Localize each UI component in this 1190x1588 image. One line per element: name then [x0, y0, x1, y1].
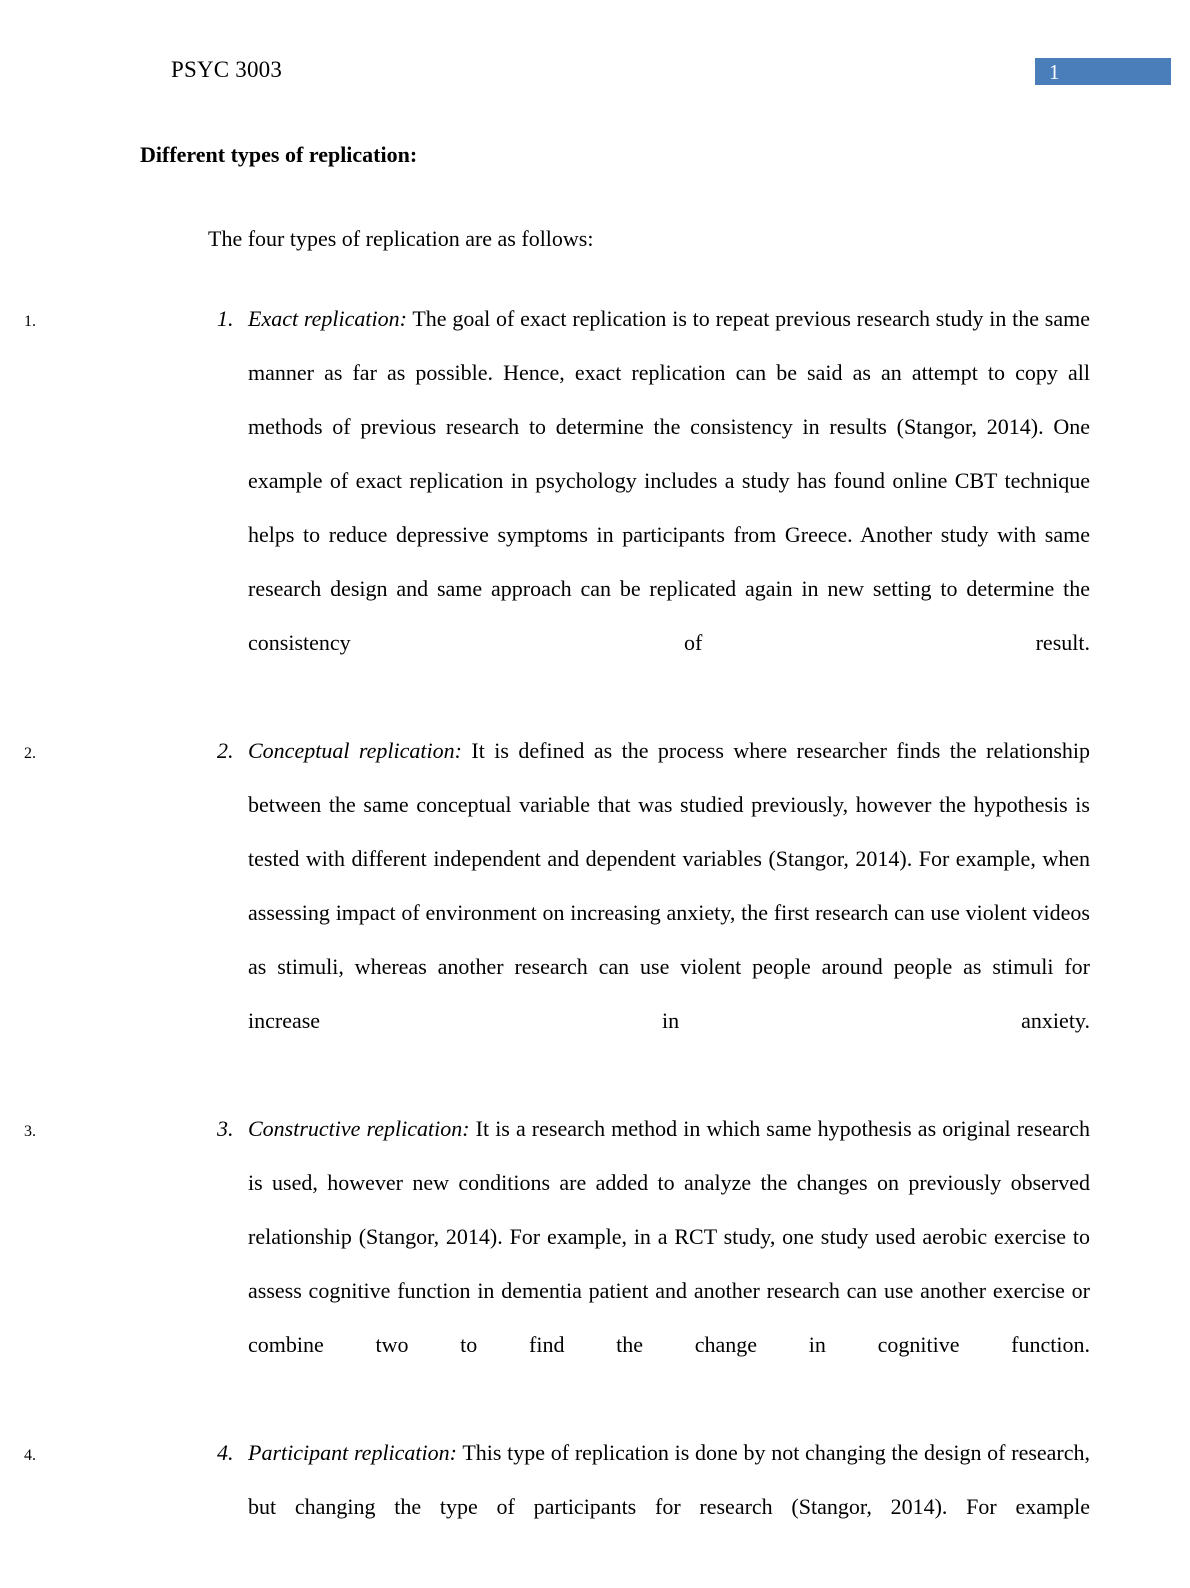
- list-item-text: [248, 292, 1090, 724]
- list-item-term: Participant replication:: [248, 1440, 457, 1465]
- section-heading: Different types of replication:: [140, 142, 418, 167]
- page-number-value: 1: [1049, 60, 1060, 84]
- list-item-marker: 3. 3.: [217, 1116, 234, 1141]
- list-item-marker: 2. 2.: [217, 738, 234, 763]
- list-item-term: Exact replication:: [248, 306, 407, 331]
- replication-types-list: [0, 292, 1190, 1588]
- list-item-body: The goal of exact replication is to repeat previous research study in the same manner as far as possible. Hence, exact replication can be said as an attempt to copy all methods of previous research to determine the consistency in results (Stangor, 2014). One example of exact replication in psychology includes a study has found online CBT technique helps to reduce depressive symptoms in participants from Greece. Another study with same research design and same approach can be replicated again in new setting to determine the consistency of result.: [248, 306, 1090, 655]
- list-item-body: It is defined as the process where researcher finds the relationship between the same conceptual variable that was studied previously, however the hypothesis is tested with different independent and dependent variables (Stangor, 2014). For example, when assessing impact of environment on increasing anxiety, the first research can use violent videos as stimuli, whereas another research can use violent people around people as stimuli for increase in anxiety.: [248, 738, 1090, 1033]
- list-item-term: Conceptual replication:: [248, 738, 462, 763]
- intro-paragraph: The four types of replication are as follows:: [208, 226, 594, 251]
- list-item: [40, 724, 1190, 1102]
- list-item-text: [248, 724, 1090, 1102]
- list-item-text: [248, 1102, 1090, 1426]
- list-item-marker: 1. 1.: [217, 306, 234, 331]
- list-item: [40, 292, 1190, 724]
- list-item-body: It is a research method in which same hypothesis as original research is used, however new conditions are added to analyze the changes on previously observed relationship (Stangor, 2014). For example, in a RCT study, one study used aerobic exercise to assess cognitive function in dementia patient and another research can use another exercise or combine two to find the change in cognitive function.: [248, 1116, 1091, 1357]
- page-number-badge: [1035, 58, 1171, 85]
- page-header: [0, 0, 1190, 110]
- list-item-marker: 4. 4.: [217, 1440, 234, 1465]
- list-item-text: [248, 1426, 1090, 1588]
- list-item-term: Constructive replication:: [248, 1116, 470, 1141]
- header-course-code: PSYC 3003: [171, 57, 283, 82]
- list-item: [40, 1426, 1190, 1588]
- list-item: [40, 1102, 1190, 1426]
- list-item-body: This type of replication is done by not changing the design of research, but changing the type of participants for research (Stangor, 2014). For example: [248, 1440, 1091, 1519]
